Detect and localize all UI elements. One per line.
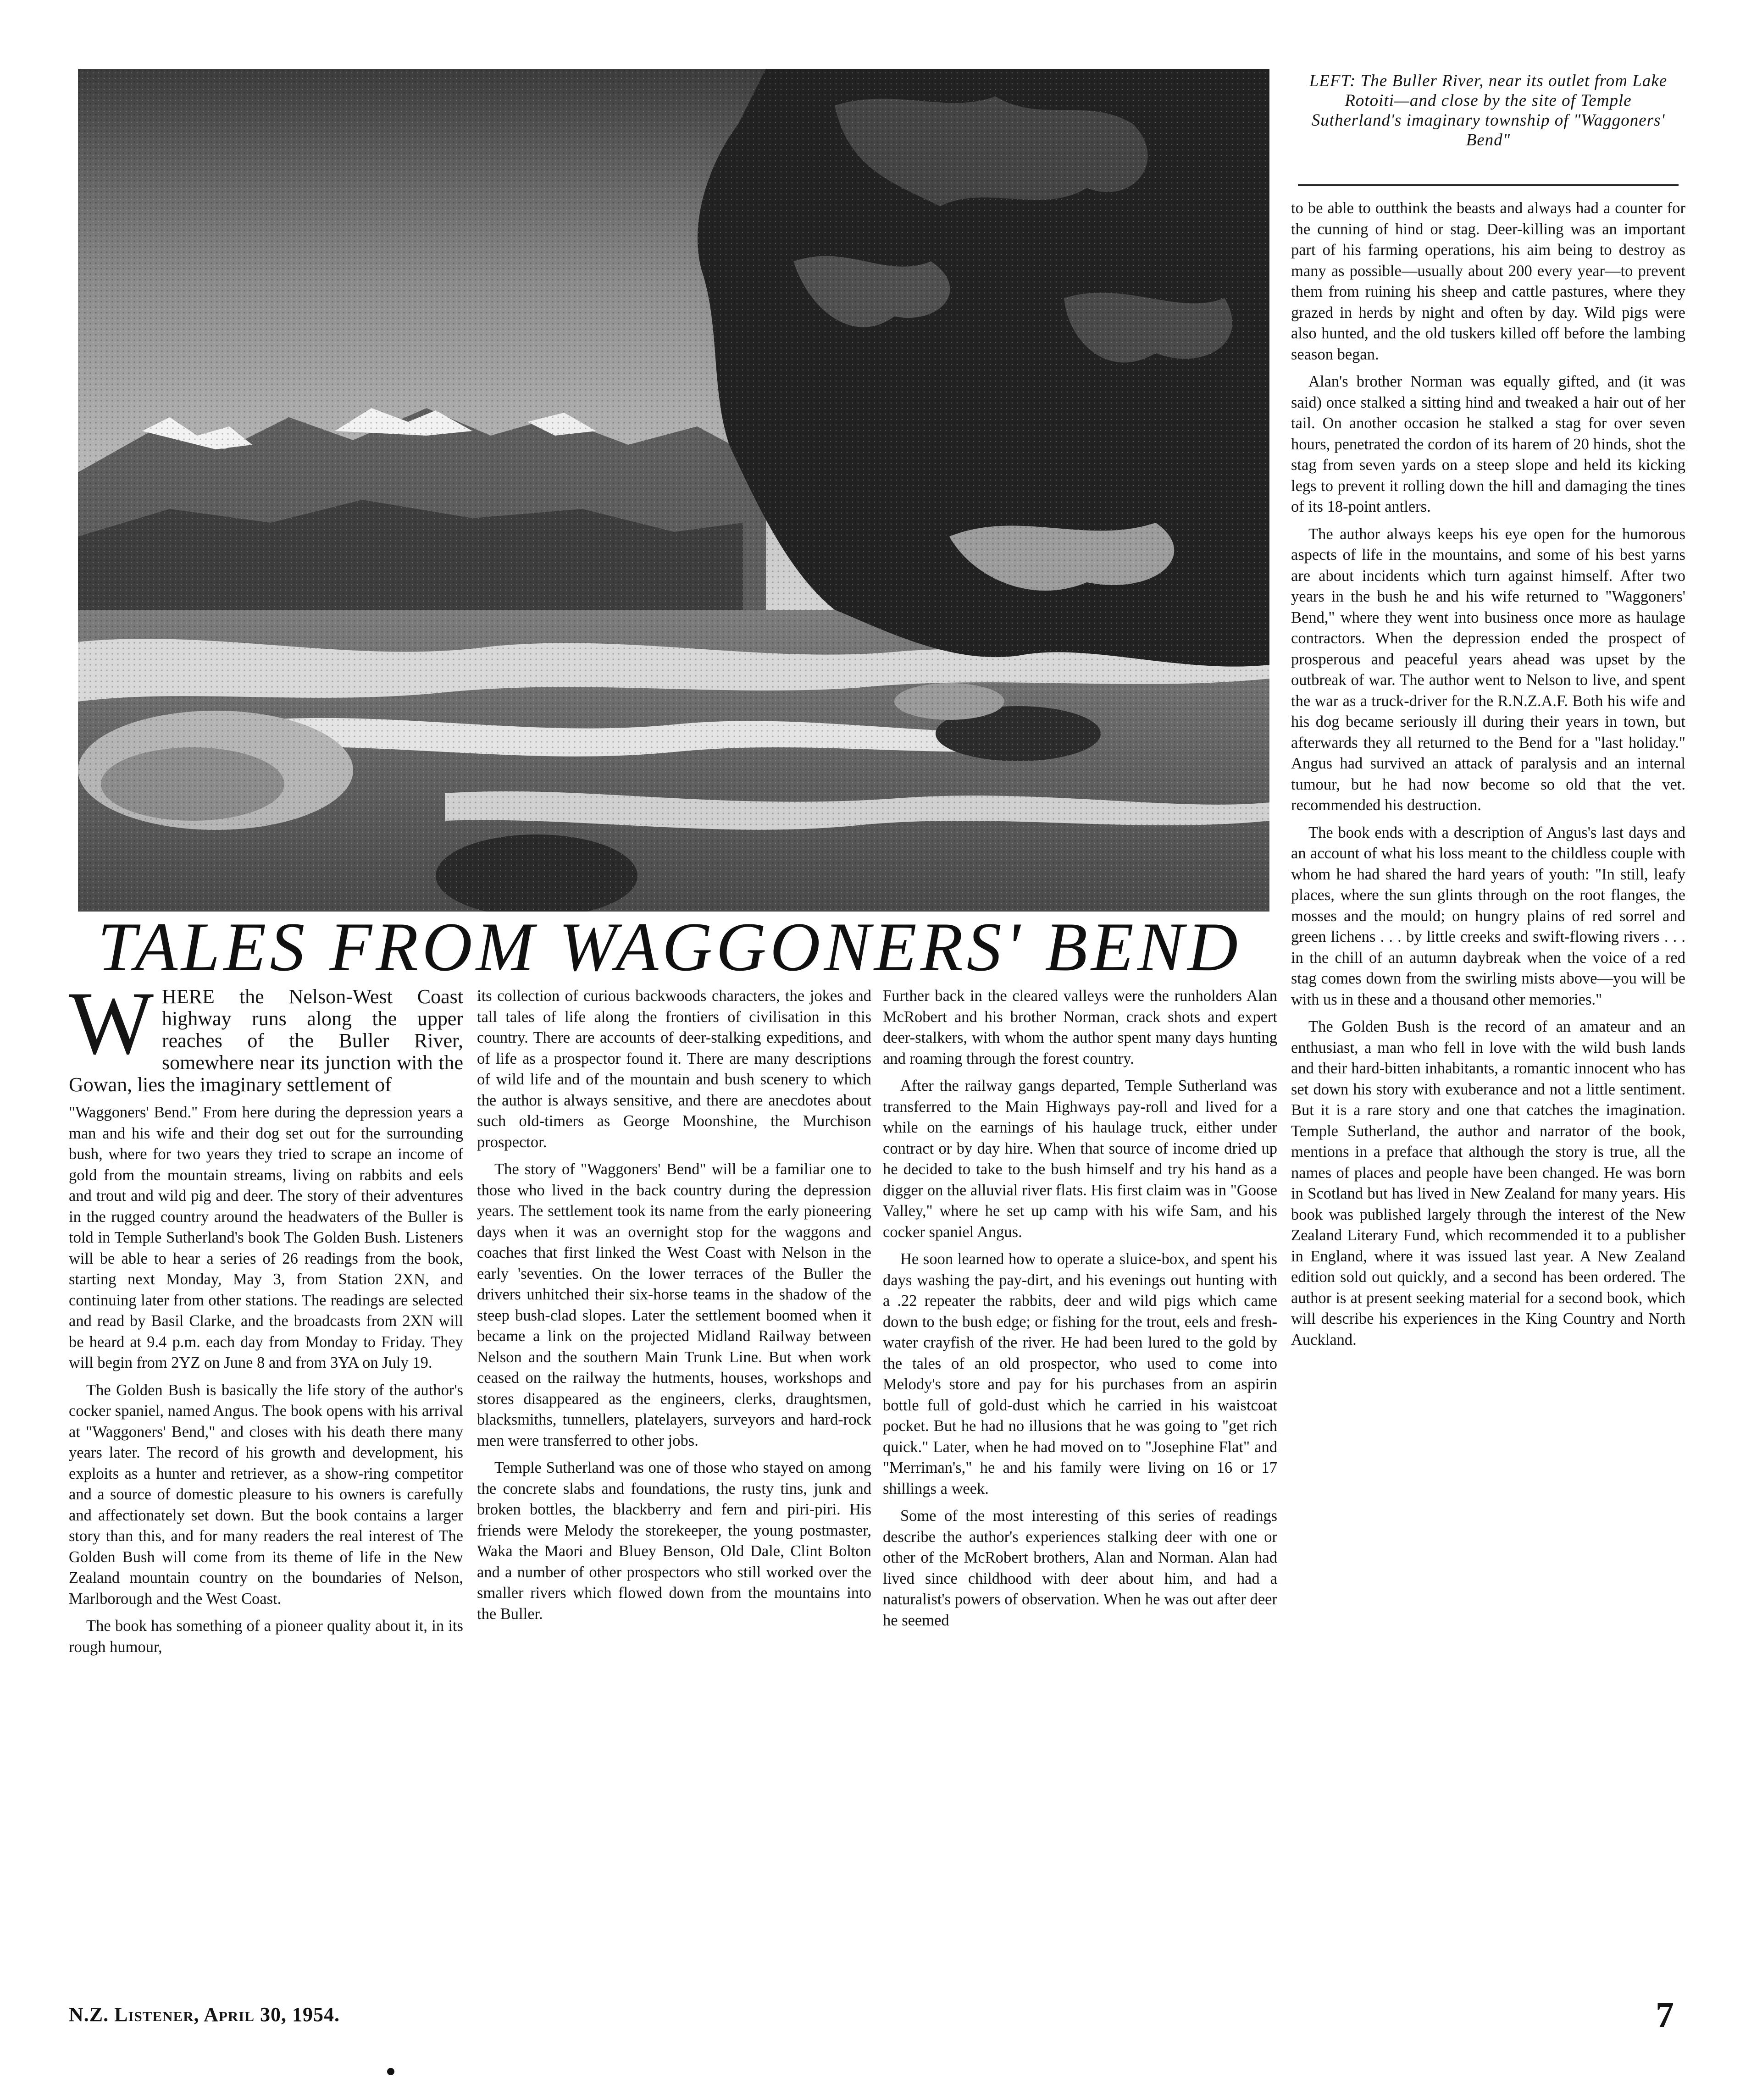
article-headline: TALES FROM WAGGONERS' BEND bbox=[97, 908, 1242, 985]
paragraph: The story of "Waggoners' Bend" will be a familiar one to those who lived in the back country during the depression years. The settlement took its name from the early pioneering days when it was an overnight stop for the waggons and coaches that first linked the West Coast with Nelson in the early 'seventies. On the lower terraces of the Buller the drivers unhitched their six-horse teams in the shadow of the steep bush-clad slopes. Later the settlement boomed when it became a link on the projected Midland Railway between Nelson and the southern Main Trunk Line. But when work ceased on the railway the hutments, houses, workshops and stores disappeared as the engineers, clerks, draughtsmen, blacksmiths, tunnellers, platelayers, surveyors and hard-rock men were transferred to other jobs. bbox=[477, 1161, 871, 1449]
paragraph: He soon learned how to operate a sluice-box, and spent his days washing the pay-dirt, and his evenings out hunting with a .22 repeater the rabbits, deer and wild pigs which came down to the bush edge; or fishing for the trout, eels and fresh-water crayfish of the river. He had been lured to the gold by the tales of an old prospector, who used to come into Melody's store and pay for his purchases from an aspirin bottle full of gold-dust which he carried in his waistcoat pocket. But he had no illusions that he was going to "get rich quick." Later, when he had moved on to "Josephine Flat" and "Merriman's," he and his family were living on 16 or 17 shillings a week. bbox=[883, 1250, 1277, 1498]
paragraph: Some of the most interesting of this series of readings describe the author's experiences stalking deer with one or other of the McRobert brothers, Alan and Norman. Alan had lived since childhood with deer about him, and had a naturalist's powers of observation. When he was out after deer he seemed bbox=[883, 1507, 1277, 1629]
print-mark bbox=[387, 2068, 394, 2075]
paragraph: to be able to outthink the beasts and always had a counter for the cunning of hind or stag. Deer-killing was an important part of his farming operations, his aim being to destroy as many as possible—usually about 200 every year—to prevent them from ruining his sheep and cattle pastures, where they grazed in herds by night and often by day. Wild pigs were also hunted, and the old tuskers killed off before the lambing season began. bbox=[1291, 199, 1685, 363]
paragraph: After the railway gangs departed, Temple Sutherland was transferred to the Main Highways pay-roll and lived for a while on the earnings of his haulage truck, either under contract or by day hire. When that source of income dried up he decided to take to the bush himself and try his hand as a digger on the alluvial river flats. His first claim was in "Goose Valley," where he set up camp with his wife Sam, and his cocker spaniel Angus. bbox=[883, 1077, 1277, 1241]
page-number: 7 bbox=[1656, 1995, 1674, 2035]
paragraph: The author always keeps his eye open for the humorous aspects of life in the mountains, and some of his best yarns are about incidents which turn against himself. After two years in the bush he and his wife returned to "Waggoners' Bend," where they went into business once more as haulage contractors. When the depression ended the prospect of prosperous and peaceful years ahead was upset by the outbreak of war. The author went to Nelson to live, and spent the war as a truck-driver for the R.N.Z.A.F. Both his wife and his dog became seriously ill during their years in town, but afterwards they all returned to the Bend for a "last holiday." Angus had survived an attack of paralysis and an internal tumour, but he had now become so old that the vet. recommended his destruction. bbox=[1291, 525, 1685, 814]
river-photograph bbox=[78, 69, 1269, 912]
paragraph: Temple Sutherland was one of those who stayed on among the concrete slabs and foundations, the rusty tins, junk and broken bottles, the blackberry and fern and piri-piri. His friends were Melody the storekeeper, the young postmaster, Waka the Maori and Bluey Benson, Old Dale, Clint Bolton and a number of other prospectors who still worked over the smaller rivers which flowed down from the mountains into the Buller. bbox=[477, 1459, 871, 1623]
paragraph: The Golden Bush is the record of an amateur and an enthusiast, a man who fell in love with the wild bush lands and their hard-bitten inhabitants, a romantic innocent who has set down his story with exuberance and not a little sentiment. But it is a rare story and one that catches the imagination. Temple Sutherland, the author and narrator of the book, mentions in a preface that although the story is true, all the names of places and people have been changed. He was born in Scotland but has lived in New Zealand for many years. His book was published largely through the interest of the New Zealand Literary Fund, which recommended it to a publisher in England, where it was issued last year. A New Zealand edition sold out quickly, and a second has been ordered. The author is at present seeking material for a second book, which will describe his experiences in the King Country and North Auckland. bbox=[1291, 1018, 1685, 1348]
text-column-3 bbox=[883, 986, 1277, 1637]
text-column-2 bbox=[477, 986, 871, 1631]
paragraph: Alan's brother Norman was equally gifted, and (it was said) once stalked a sitting hind and tweaked a hair out of her tail. On another occasion he stalked a stag for over seven hours, penetrated the cordon of its harem of 20 hinds, shot the stag from seven yards on a steep slope and held its kicking legs to prevent it rolling down the hill and damaging the tines of its 18-point antlers. bbox=[1291, 373, 1685, 515]
caption-divider bbox=[1298, 184, 1679, 186]
lead-body: "Waggoners' Bend." From here during the depression years a man and his wife and their dog set out for the surrounding bush, where for two years they tried to scrape an income of gold from the mountain streams, living on rabbits and eels and trout and wild pig and deer. The story of their adventures in the rugged country around the headwaters of the Buller is told in Temple Sutherland's book The Golden Bush. Listeners will be able to hear a series of 26 readings from the book, starting next Monday, May 3, from Station 2XN, and continuing later from other stations. The readings are selected and read by Basil Clarke, and the broadcasts from 2XN will be heard at 9.4 p.m. each day from Monday to Friday. They will begin from 2YZ on June 8 and from 3YA on July 19. bbox=[69, 1104, 463, 1371]
drop-cap: W bbox=[69, 973, 154, 1073]
paragraph: The book ends with a description of Angus's last days and an account of what his loss meant to the childless couple with whom he had shared the hard years of youth: "In still, leafy places, where the sun glints through on the root flanges, the mosses and the mould; on hungry plains of red sorrel and green lichens . . . by little creeks and swift-flowing rivers . . . in the chill of an autumn daybreak when the voice of a red stag comes down from the swirling mists above—you will be with us in these and a thousand other memories." bbox=[1291, 823, 1685, 1008]
lead-paragraph bbox=[69, 973, 463, 1374]
text-column-4 bbox=[1291, 198, 1685, 1357]
paragraph: The Golden Bush is basically the life story of the author's cocker spaniel, named Angus. The book opens with his arrival at "Waggoners' Bend," and closes with his death there many years later. The record of his growth and development, his exploits as a hunter and retriever, as a show-ring competitor and a source of domestic pleasure to his owners is carefully and affectionately set down. But the book contains a larger story than this, and for many readers the real interest of The Golden Bush will come from its theme of life in the New Zealand mountain country on the boundaries of Nelson, Marlborough and the West Coast. bbox=[69, 1381, 463, 1608]
paragraph: The book has something of a pioneer quality about it, in its rough humour, bbox=[69, 1617, 463, 1656]
river-photo-image bbox=[78, 69, 1269, 912]
paragraph: Further back in the cleared valleys were the runholders Alan McRobert and his brother Norman, crack shots and expert deer-stalkers, with whom the author spent many days hunting and roaming through the forest country. bbox=[883, 987, 1277, 1067]
text-column-1 bbox=[69, 973, 463, 1664]
photo-caption: LEFT: The Buller River, near its outlet from Lake Rotoiti—and close by the site of Temple Sutherland's imaginary township of "Waggoners' Bend" bbox=[1309, 72, 1668, 149]
paragraph: its collection of curious backwoods characters, the jokes and tall tales of life along the frontiers of civilisation in this country. There are accounts of deer-stalking expeditions, and of life as a prospector found it. There are many descriptions of wild life and of the mountain and bush scenery to which the author is always sensitive, and there are anecdotes about such old-timers as George Moonshine, the Murchison prospector. bbox=[477, 987, 871, 1151]
lead-opening: HERE the Nelson-West Coast highway runs along the upper reaches of the Buller River, somewhere near its junction with the Gowan, lies the imaginary settlement of bbox=[69, 985, 463, 1096]
masthead-dateline: N.Z. Listener, April 30, 1954. bbox=[69, 2003, 340, 2026]
